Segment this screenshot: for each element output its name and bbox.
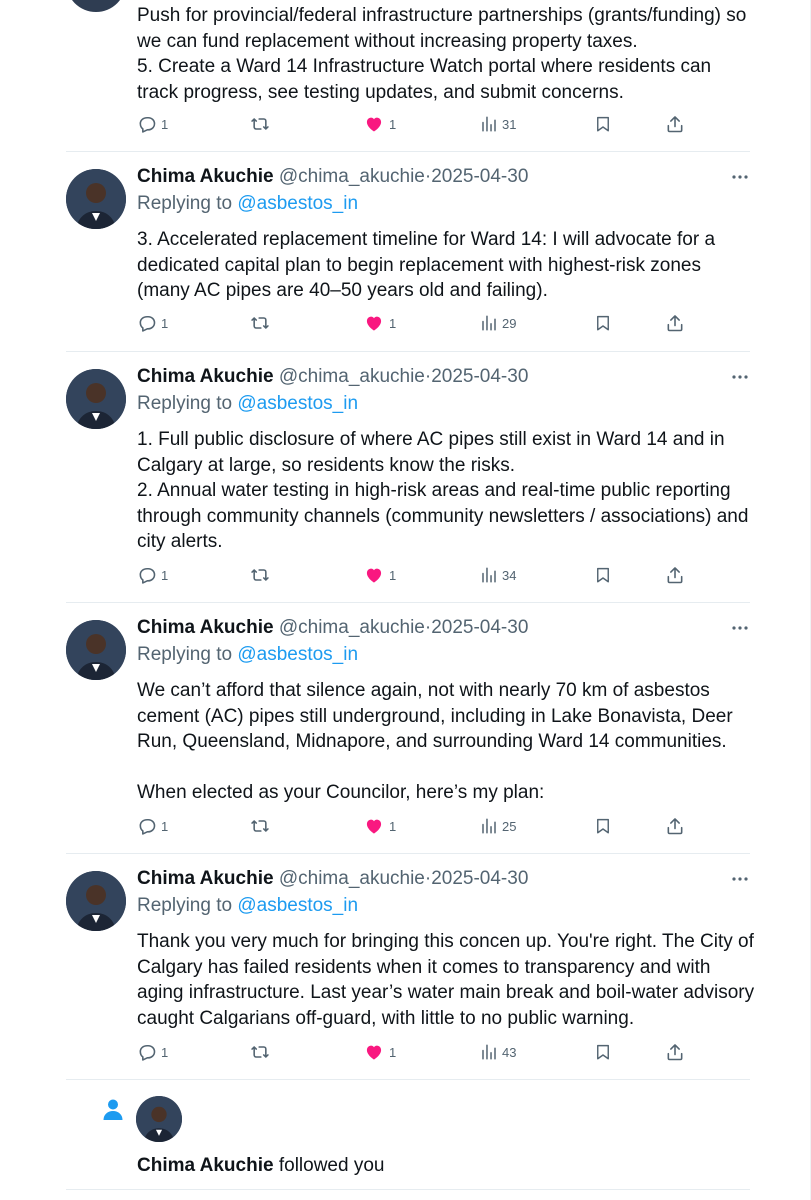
reply-icon [137,313,157,333]
views-button[interactable] [480,312,516,334]
share-icon [665,816,685,836]
display-name[interactable]: Chima Akuchie [137,166,274,187]
reply-icon [137,114,157,134]
display-name[interactable]: Chima Akuchie [137,617,274,638]
tweet-date[interactable]: 2025-04-30 [431,166,529,187]
bookmark-icon [594,816,612,836]
views-button[interactable] [480,564,516,586]
action-bar [137,815,697,837]
tweet-text [137,929,757,1031]
retweet-icon [249,114,271,134]
reply-count: 1 [161,818,169,834]
user-handle[interactable]: @chima_akuchie [278,166,425,187]
tweet-text [137,678,757,805]
like-button[interactable] [363,312,396,334]
follow-notification[interactable] [0,1082,811,1192]
display-name[interactable]: Chima Akuchie [137,366,274,387]
reply-icon [137,816,157,836]
divider [66,853,750,854]
divider [66,1189,750,1190]
bookmark-icon [594,114,612,134]
divider [66,151,750,152]
retweet-icon [249,816,271,836]
views-icon [480,1043,498,1061]
separator-dot: · [424,617,432,638]
reply-button[interactable] [137,564,168,586]
retweet-button[interactable] [249,113,271,135]
views-icon [480,817,498,835]
reply-button[interactable] [137,113,168,135]
divider [66,351,750,352]
more-button[interactable] [729,367,751,387]
share-icon [665,313,685,333]
retweet-button[interactable] [249,815,271,837]
retweet-icon [249,1042,271,1062]
separator-dot: · [424,366,432,387]
views-count: 43 [502,1044,517,1060]
tweet-line: 5. Create a Ward 14 Infrastructure Watch portal where residents can track progress, see testing updates, and submit concerns. [137,56,712,103]
mention-link[interactable]: @asbestos_in [237,644,359,665]
more-icon [729,618,751,638]
bookmark-icon [594,313,612,333]
bookmark-button[interactable] [594,113,612,135]
tweet-paragraph: When elected as your Councilor, here’s my plan: [137,781,545,803]
action-bar [137,113,697,135]
share-button[interactable] [665,312,685,334]
more-icon [729,869,751,889]
tweet-paragraph: 3. Accelerated replacement timeline for Ward 14: I will advocate for a dedicated capital plan to begin replacement with highest-risk zones (many AC pipes are 40–50 years old and failing). [137,229,716,301]
views-count: 25 [502,818,517,834]
reply-button[interactable] [137,1041,168,1063]
share-icon [665,565,685,585]
reply-count: 1 [161,1044,169,1060]
tweet-line: Push for provincial/federal infrastructure partnerships (grants/funding) so we can fund replacement without increasing property taxes. [137,5,747,52]
retweet-button[interactable] [249,564,271,586]
notification-text [137,1154,384,1178]
replying-to [137,392,358,416]
display-name[interactable]: Chima Akuchie [137,1155,274,1176]
retweet-button[interactable] [249,312,271,334]
separator-dot: · [424,166,432,187]
user-handle[interactable]: @chima_akuchie [278,868,425,889]
divider [66,1079,750,1080]
views-count: 31 [502,116,517,132]
replying-to [137,192,358,216]
avatar[interactable] [66,369,126,429]
reply-count: 1 [161,116,169,132]
mention-link[interactable]: @asbestos_in [237,193,359,214]
like-button[interactable] [363,1041,396,1063]
replying-label: Replying to [137,193,233,214]
replying-to [137,894,358,918]
mention-link[interactable]: @asbestos_in [237,895,359,916]
like-count: 1 [389,818,397,834]
views-count: 34 [502,567,517,583]
bookmark-button[interactable] [594,312,612,334]
like-button[interactable] [363,815,396,837]
views-button[interactable] [480,1041,516,1063]
more-button[interactable] [729,618,751,638]
avatar[interactable] [66,0,126,12]
share-button[interactable] [665,564,685,586]
avatar[interactable] [66,620,126,680]
replying-to [137,643,358,667]
avatar[interactable] [66,871,126,931]
bookmark-icon [594,1042,612,1062]
views-button[interactable] [480,113,516,135]
heart-icon [363,816,385,836]
avatar[interactable] [66,169,126,229]
replying-label: Replying to [137,895,233,916]
heart-icon [363,114,385,134]
share-button[interactable] [665,1041,685,1063]
tweet-paragraph: 1. Full public disclosure of where AC pipes still exist in Ward 14 and in Calgary at large, so residents know the risks. [137,429,725,476]
like-count: 1 [389,315,397,331]
heart-icon [363,1042,385,1062]
tweet-text [137,227,757,304]
like-count: 1 [389,1044,397,1060]
reply-count: 1 [161,567,169,583]
avatar[interactable] [136,1096,182,1142]
retweet-button[interactable] [249,1041,271,1063]
heart-icon [363,313,385,333]
heart-icon [363,565,385,585]
action-bar [137,1041,697,1063]
share-icon [665,1042,685,1062]
tweet-header [137,165,528,189]
display-name[interactable]: Chima Akuchie [137,868,274,889]
tweet-date[interactable]: 2025-04-30 [431,617,529,638]
replying-label: Replying to [137,393,233,414]
tweet-date[interactable]: 2025-04-30 [431,868,529,889]
action-bar [137,564,697,586]
bookmark-button[interactable] [594,564,612,586]
like-button[interactable] [363,113,396,135]
action-bar [137,312,697,334]
bookmark-button[interactable] [594,815,612,837]
reply-button[interactable] [137,815,168,837]
mention-link[interactable]: @asbestos_in [237,393,359,414]
reply-icon [137,565,157,585]
like-count: 1 [389,116,397,132]
views-icon [480,566,498,584]
replying-label: Replying to [137,644,233,665]
reply-icon [137,1042,157,1062]
more-icon [729,367,751,387]
share-button[interactable] [665,815,685,837]
separator-dot: · [424,868,432,889]
tweet-paragraph: Thank you very much for bringing this concen up. You're right. The City of Calgary has failed residents when it comes to transparency and with aging infrastructure. Last year’s water main break and boil-water advisory caught Calgarians off-guard, with little to no public warning. [137,931,755,1029]
reply-button[interactable] [137,312,168,334]
user-handle[interactable]: @chima_akuchie [278,366,425,387]
views-count: 29 [502,315,517,331]
tweet-header [137,616,528,640]
person-icon [102,1098,124,1122]
user-handle[interactable]: @chima_akuchie [278,617,425,638]
like-button[interactable] [363,564,396,586]
more-button[interactable] [729,869,751,889]
retweet-icon [249,565,271,585]
more-button[interactable] [729,167,751,187]
tweet-date[interactable]: 2025-04-30 [431,366,529,387]
notification-action: followed you [278,1155,385,1176]
share-icon [665,114,685,134]
share-button[interactable] [665,113,685,135]
tweet-text [137,3,757,105]
bookmark-icon [594,565,612,585]
views-button[interactable] [480,815,516,837]
views-icon [480,115,498,133]
views-icon [480,314,498,332]
tweet-header [137,365,528,389]
tweet-paragraph: 2. Annual water testing in high-risk areas and real-time public reporting through community channels (community newsletters / associations) and city alerts. [137,480,749,552]
divider [66,602,750,603]
like-count: 1 [389,567,397,583]
tweet-header [137,867,528,891]
tweet-paragraph: We can’t afford that silence again, not with nearly 70 km of asbestos cement (AC) pipes still underground, including in Lake Bonavista, Deer Run, Queensland, Midnapore, and surrounding Ward 14 communities. [137,680,733,752]
tweet-text [137,427,757,555]
bookmark-button[interactable] [594,1041,612,1063]
reply-count: 1 [161,315,169,331]
retweet-icon [249,313,271,333]
more-icon [729,167,751,187]
